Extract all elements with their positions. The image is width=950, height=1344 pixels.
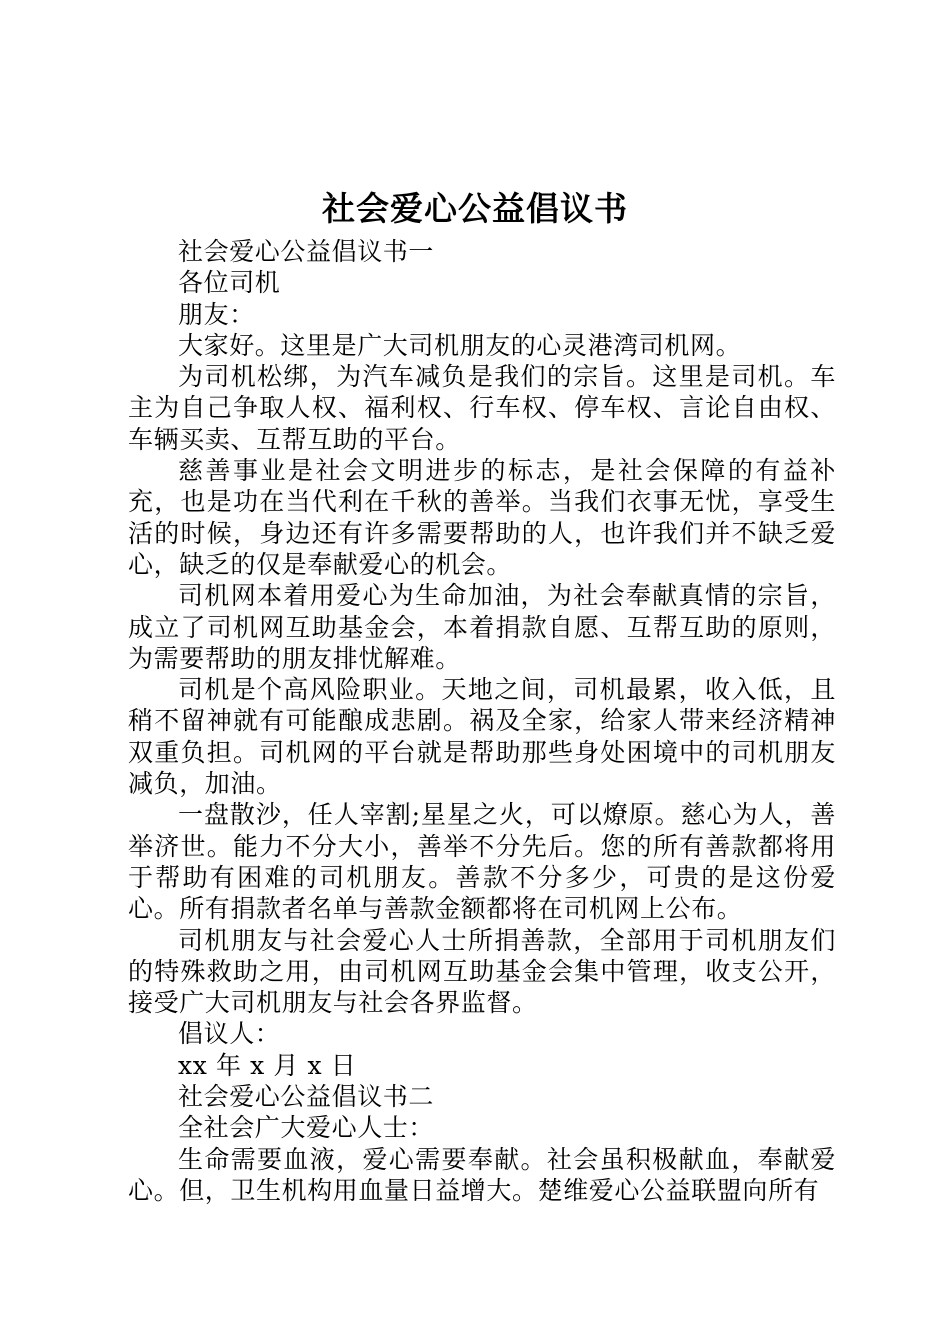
salutation-line: 全社会广大爱心人士： [178, 1113, 435, 1143]
body-paragraph: 一盘散沙，任人宰割;星星之火，可以燎原。慈心为人，善举济世。能力不分大小，善举不分先后。您的所有善款都将用于帮助有困难的司机朋友。善款不分多少，可贵的是这份爱心。所有捐款者名单与善款金额都将在司机网上公布。 [128, 800, 836, 924]
body-paragraph: 生命需要血液，爱心需要奉献。社会虽积极献血，奉献爱心。但，卫生机构用血量日益增大。楚维爱心公益联盟向所有 [128, 1144, 836, 1205]
body-paragraph: 司机是个高风险职业。天地之间，司机最累，收入低，且稍不留神就有可能酿成悲剧。祸及全家，给家人带来经济精神双重负担。司机网的平台就是帮助那些身处困境中的司机朋友减负，加油。 [128, 675, 836, 799]
subtitle-line: 社会爱心公益倡议书一 [178, 237, 435, 266]
salutation-line: 各位司机 [178, 268, 281, 298]
subtitle-line: 社会爱心公益倡议书二 [178, 1082, 435, 1112]
body-paragraph: 慈善事业是社会文明进步的标志，是社会保障的有益补充，也是功在当代利在千秋的善举。当我们衣事无忧，享受生活的时候，身边还有许多需要帮助的人，也许我们并不缺乏爱心，缺乏的仅是奉献爱心的机会。 [128, 456, 836, 579]
document-body [128, 236, 836, 1206]
date-line: xx 年 x 月 x 日 [178, 1050, 357, 1080]
body-paragraph: 司机朋友与社会爱心人士所捐善款，全部用于司机朋友们的特殊救助之用，由司机网互助基金会集中管理，收支公开，接受广大司机朋友与社会各界监督。 [128, 925, 836, 1018]
signatory-line: 倡议人： [178, 1019, 281, 1049]
salutation-line: 朋友： [178, 299, 255, 329]
greeting-line: 大家好。这里是广大司机朋友的心灵港湾司机网。 [178, 330, 742, 360]
body-paragraph: 司机网本着用爱心为生命加油，为社会奉献真情的宗旨，成立了司机网互助基金会，本着捐款自愿、互帮互助的原则，为需要帮助的朋友排忧解难。 [128, 581, 836, 673]
body-paragraph: 为司机松绑，为汽车减负是我们的宗旨。这里是司机。车主为自己争取人权、福利权、行车权、停车权、言论自由权、车辆买卖、互帮互助的平台。 [128, 362, 836, 454]
document-title: 社会爱心公益倡议书 [322, 189, 628, 228]
